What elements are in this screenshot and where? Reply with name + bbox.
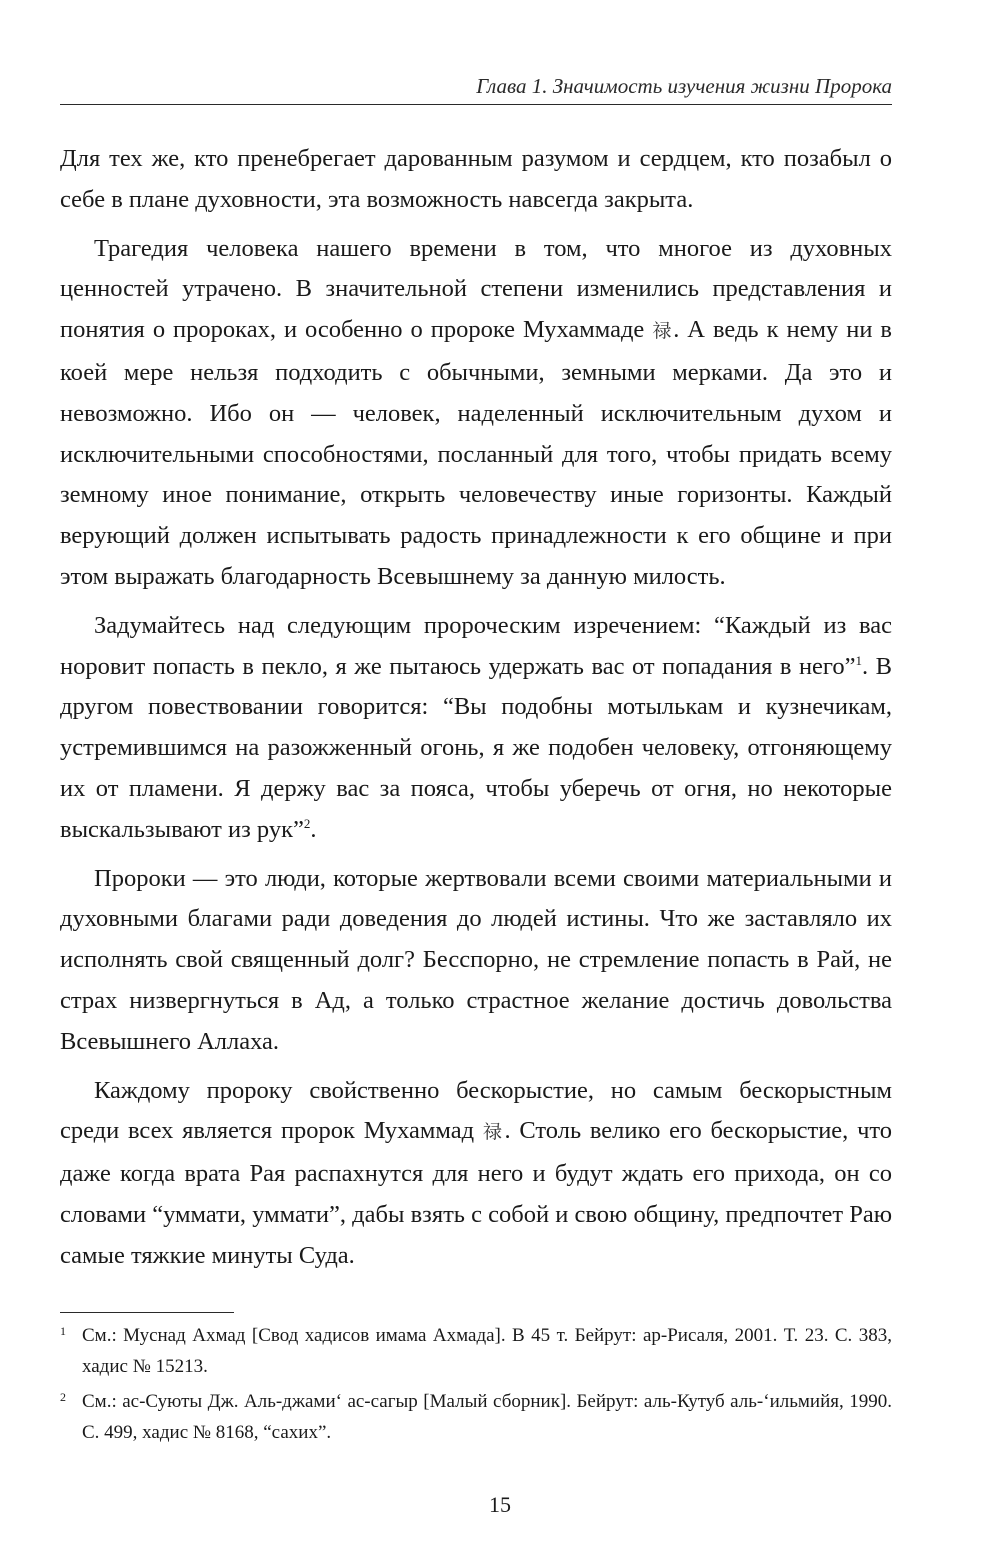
footnote-2	[60, 1386, 892, 1448]
page-number: 15	[489, 1492, 511, 1517]
paragraph-2-text-a: Трагедия человека нашего времени в том, что многое из духовных ценностей утрачено. В значительной степени изменились представления и понятия о пророках, и особенно о пророке Мухаммаде	[60, 234, 892, 344]
footnotes	[60, 1320, 892, 1452]
paragraph-3-text-a: Задумайтесь над следующим пророческим изречением: “Каждый из вас норовит попасть в пекло, я же пытаюсь удержать вас от попадания в него”	[60, 611, 892, 680]
main-text	[60, 139, 892, 1277]
footnote-ref-2[interactable]: 2	[303, 815, 311, 831]
paragraph-5	[60, 1071, 892, 1277]
paragraph-5-text-a: Каждому пророку свойственно бескорыстие, но самым бескорыстным среди всех является пророк Мухаммад	[60, 1076, 892, 1145]
header-rule	[60, 104, 892, 105]
paragraph-5-text-b: . Столь велико его бескорыстие, что даже когда врата Рая распахнутся для него и будут ждать его прихода, он со словами “уммати, уммати”, дабы взять с собой и свою общину, предпочтет Раю самые тяжкие минуты Суда.	[60, 1117, 893, 1269]
footnote-ref-1[interactable]: 1	[855, 652, 862, 668]
paragraph-4: Пророки — это люди, которые жертвовали всеми своими материальными и духовными благами ради доведения до людей истины. Что же заставляло их исполнять свой священный долг? Бесспорно, не стремление попасть в Рай, не страх низвергнуться в Ад, а только страстное желание достичь довольства Всевышнего Аллаха.	[60, 864, 892, 1055]
paragraph-3-text-c: .	[310, 815, 317, 843]
paragraph-2	[60, 229, 892, 598]
salawat-seal-icon: 禄	[482, 1122, 505, 1144]
paragraph-3-text-b: . В другом повествовании говорится: “Вы подобны мотылькам и кузнечикам, устремившимся на разожженный огонь, я же подобен человеку, отгоняющему их от пламени. Я держу вас за пояса, чтобы уберечь от огня, но некоторые выскальзывают из рук”	[60, 652, 892, 843]
footnote-text: См.: Муснад Ахмад [Свод хадисов имама Ахмада]. В 45 т. Бейрут: ар-Рисаля, 2001. Т. 23. С. 383, хадис № 15213.	[82, 1325, 892, 1377]
footnote-number: 2	[60, 1390, 66, 1404]
paragraph-1: Для тех же, кто пренебрегает дарованным разумом и сердцем, кто позабыл о себе в плане духовности, эта возможность навсегда закрыта.	[60, 145, 892, 213]
footnote-1	[60, 1320, 892, 1382]
footnote-text: См.: ас-Суюты Дж. Аль-джами‘ ас-сагыр [Малый сборник]. Бейрут: аль-Кутуб аль-‘ильмийя, 1990. С. 499, хадис № 8168, “сахих”.	[82, 1391, 892, 1443]
footnote-rule	[60, 1312, 234, 1313]
running-header: Глава 1. Значимость изучения жизни Пророка	[476, 74, 892, 98]
paragraph-3	[60, 606, 892, 851]
footnote-number: 1	[60, 1324, 66, 1338]
salawat-seal-icon: 禄	[652, 321, 674, 343]
paragraph-2-text-b: . А ведь к нему ни в коей мере нельзя подходить с обычными, земными мерками. Да это и невозможно. Ибо он — человек, наделенный исключительным духом и исключительными способностями, посланный для того, чтобы придать всему земному иное понимание, открыть человечеству иные горизонты. Каждый верующий должен испытывать радость принадлежности к его общине и при этом выражать благодарность Всевышнему за данную милость.	[60, 316, 892, 590]
